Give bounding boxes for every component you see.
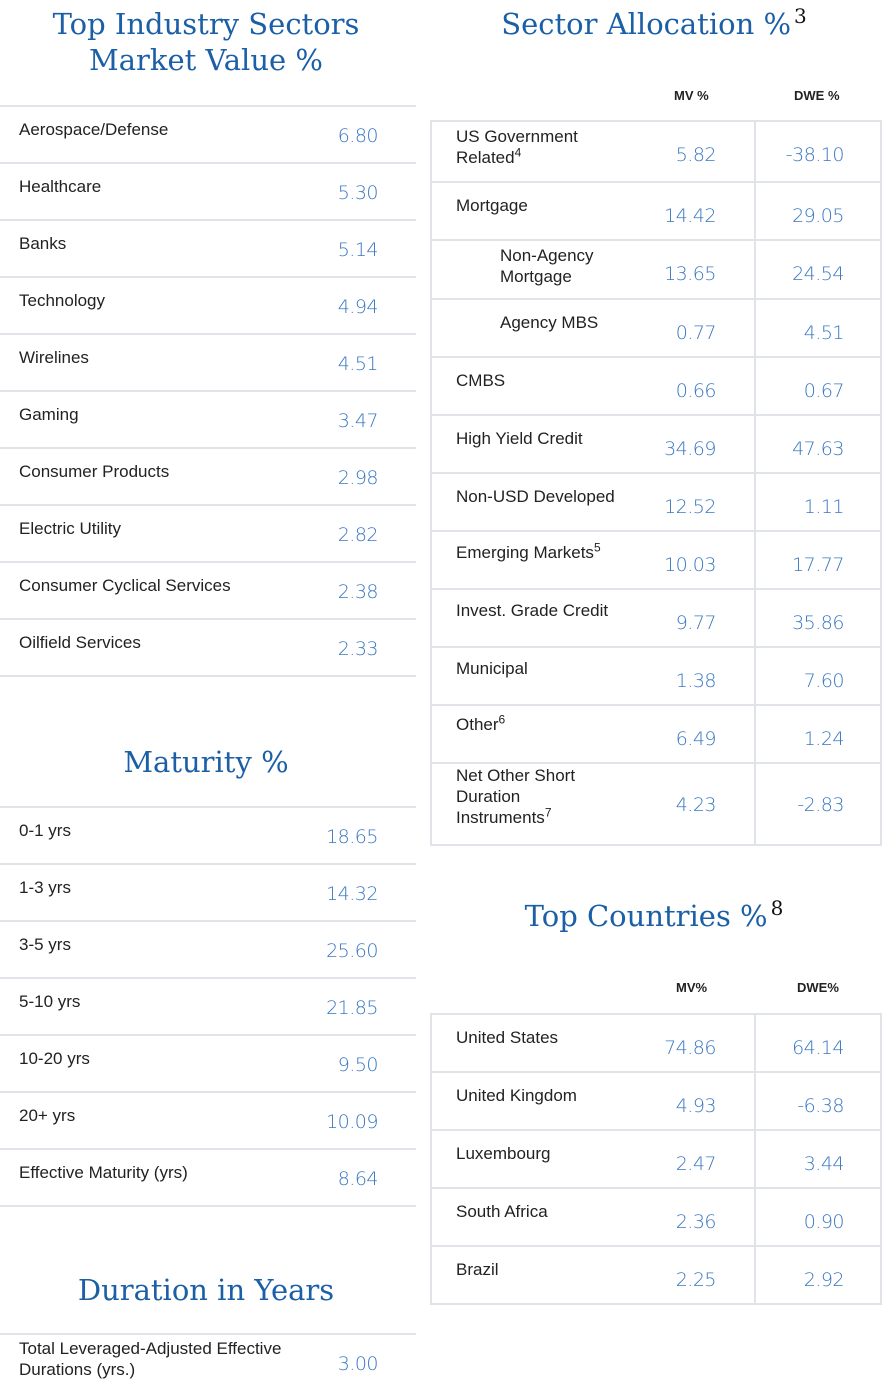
row-value: 10.09 [326,1111,378,1133]
table-row [0,922,416,979]
sector-table [430,120,882,846]
table-row [0,865,416,922]
dwe-value: 64.14 [792,1037,844,1059]
countries-table [430,1013,882,1305]
sector-title [432,6,876,42]
mv-value: 13.65 [664,263,716,285]
row-label: 3-5 yrs [19,935,71,954]
mv-value: 4.23 [675,794,716,816]
table-row [432,648,880,706]
mv-value: 74.86 [664,1037,716,1059]
mv-value: 14.42 [664,205,716,227]
dwe-value: 4.51 [803,322,844,344]
row-label: High Yield Credit [456,429,583,448]
row-value: 4.51 [337,353,378,375]
row-value: 25.60 [326,940,378,962]
mv-value: 10.03 [664,554,716,576]
industry-title-line1: Top Industry Sectors [52,7,360,41]
mv-value: 4.93 [675,1095,716,1117]
mv-value: 34.69 [664,438,716,460]
table-row [0,1036,416,1093]
table-row [0,506,416,563]
dwe-value: 29.05 [792,205,844,227]
row-label: Mortgage [456,196,528,215]
countries-col-dwe: DWE% [797,980,839,995]
countries-title-footnote: 8 [770,896,784,921]
table-row [432,474,880,532]
countries-col-mv: MV% [676,980,708,995]
table-row [432,416,880,474]
row-label: United Kingdom [456,1086,577,1105]
dwe-value: 35.86 [792,612,844,634]
row-label: Emerging Markets$^5$ [456,540,601,562]
dwe-value: 17.77 [792,554,844,576]
table-row [0,164,416,221]
duration-table [0,1333,416,1382]
dwe-value: 7.60 [803,670,844,692]
table-row [432,183,880,241]
row-value: 4.94 [337,296,378,318]
countries-title [432,898,876,934]
dwe-value: 3.44 [803,1153,844,1175]
table-row [432,1073,880,1131]
countries-title-text: Top Countries % [524,899,768,933]
table-row [432,764,880,844]
mv-value: 5.82 [675,144,716,166]
table-row [432,241,880,300]
table-row [0,563,416,620]
table-row [0,1150,416,1207]
dwe-value: 2.92 [803,1269,844,1291]
row-label: US Government Related$^4$ [456,127,578,167]
sector-col-mv: MV % [674,88,709,103]
row-label: Brazil [456,1260,499,1279]
table-row [0,449,416,506]
table-row [0,392,416,449]
industry-table [0,105,416,677]
table-row [0,221,416,278]
row-value: 5.30 [337,182,378,204]
row-value: 21.85 [326,997,378,1019]
mv-value: 6.49 [675,728,716,750]
row-label: Consumer Products [19,462,170,481]
row-label: Consumer Cyclical Services [19,576,231,595]
dwe-value: 24.54 [792,263,844,285]
mv-value: 2.47 [675,1153,716,1175]
table-row [432,532,880,590]
row-label: Municipal [456,659,528,678]
mv-value: 2.36 [675,1211,716,1233]
table-row [432,1247,880,1303]
row-label: Banks [19,234,67,253]
row-label: Oilfield Services [19,633,141,652]
row-label: CMBS [456,371,506,390]
table-row [0,620,416,677]
row-value: 2.33 [337,638,378,660]
sector-title-footnote: 3 [794,4,807,29]
row-value: 2.38 [337,581,378,603]
row-label: Healthcare [19,177,102,196]
table-row [0,1335,416,1382]
table-row [0,278,416,335]
mv-value: 2.25 [675,1269,716,1291]
row-label: 10-20 yrs [19,1049,90,1068]
row-value: 5.14 [337,239,378,261]
row-label: Wirelines [19,348,89,367]
row-label: Effective Maturity (yrs) [19,1163,188,1182]
mv-value: 9.77 [675,612,716,634]
mv-value: 12.52 [664,496,716,518]
mv-value: 1.38 [675,670,716,692]
table-row [432,1015,880,1073]
table-row [432,1131,880,1189]
row-value: 2.82 [337,524,378,546]
row-label: Other$^6$ [456,712,506,734]
row-label: Gaming [19,405,79,424]
row-label: Total Leveraged-Adjusted Effective Durations (yrs.) [19,1339,282,1379]
mv-value: 0.66 [675,380,716,402]
row-label: Non-USD Developed [456,487,615,506]
row-label: Agency MBS [500,313,599,332]
dwe-value: 0.67 [803,380,844,402]
row-label: Net Other Short Duration Instruments$^7$ [456,766,576,827]
row-value: 2.98 [337,467,378,489]
table-row [432,1189,880,1247]
table-row [432,300,880,358]
row-label: Electric Utility [19,519,122,538]
table-row [0,979,416,1036]
industry-title-line2: Market Value % [89,43,323,77]
table-row [432,706,880,764]
row-value: 3.00 [337,1353,378,1375]
maturity-title: Maturity % [123,745,289,779]
row-label: 1-3 yrs [19,878,71,897]
row-label: Invest. Grade Credit [456,601,609,620]
row-label: 5-10 yrs [19,992,81,1011]
sector-title-text: Sector Allocation % [501,7,792,41]
row-label: Non-Agency Mortgage [500,246,594,286]
row-value: 8.64 [337,1168,378,1190]
duration-title: Duration in Years [77,1273,335,1307]
dwe-value: 1.11 [803,496,844,518]
dwe-value: 0.90 [803,1211,844,1233]
table-row [0,335,416,392]
row-label: Luxembourg [456,1144,551,1163]
row-value: 6.80 [337,125,378,147]
row-label: United States [456,1028,559,1047]
table-row [432,590,880,648]
row-value: 3.47 [337,410,378,432]
table-row [0,1093,416,1150]
dwe-value: -2.83 [797,794,844,816]
row-label: 20+ yrs [19,1106,76,1125]
row-label: Aerospace/Defense [19,120,169,139]
industry-title [0,6,412,78]
sector-col-dwe: DWE % [794,88,840,103]
mv-value: 0.77 [675,322,716,344]
row-label: 0-1 yrs [19,821,71,840]
row-value: 18.65 [326,826,378,848]
dwe-value: -6.38 [797,1095,844,1117]
row-label: Technology [19,291,106,310]
maturity-table [0,806,416,1207]
row-value: 9.50 [337,1054,378,1076]
dwe-value: -38.10 [785,144,844,166]
dwe-value: 1.24 [803,728,844,750]
row-value: 14.32 [326,883,378,905]
table-row [0,107,416,164]
table-row [432,122,880,183]
dwe-value: 47.63 [792,438,844,460]
table-row [0,808,416,865]
row-label: South Africa [456,1202,548,1221]
table-row [432,358,880,416]
